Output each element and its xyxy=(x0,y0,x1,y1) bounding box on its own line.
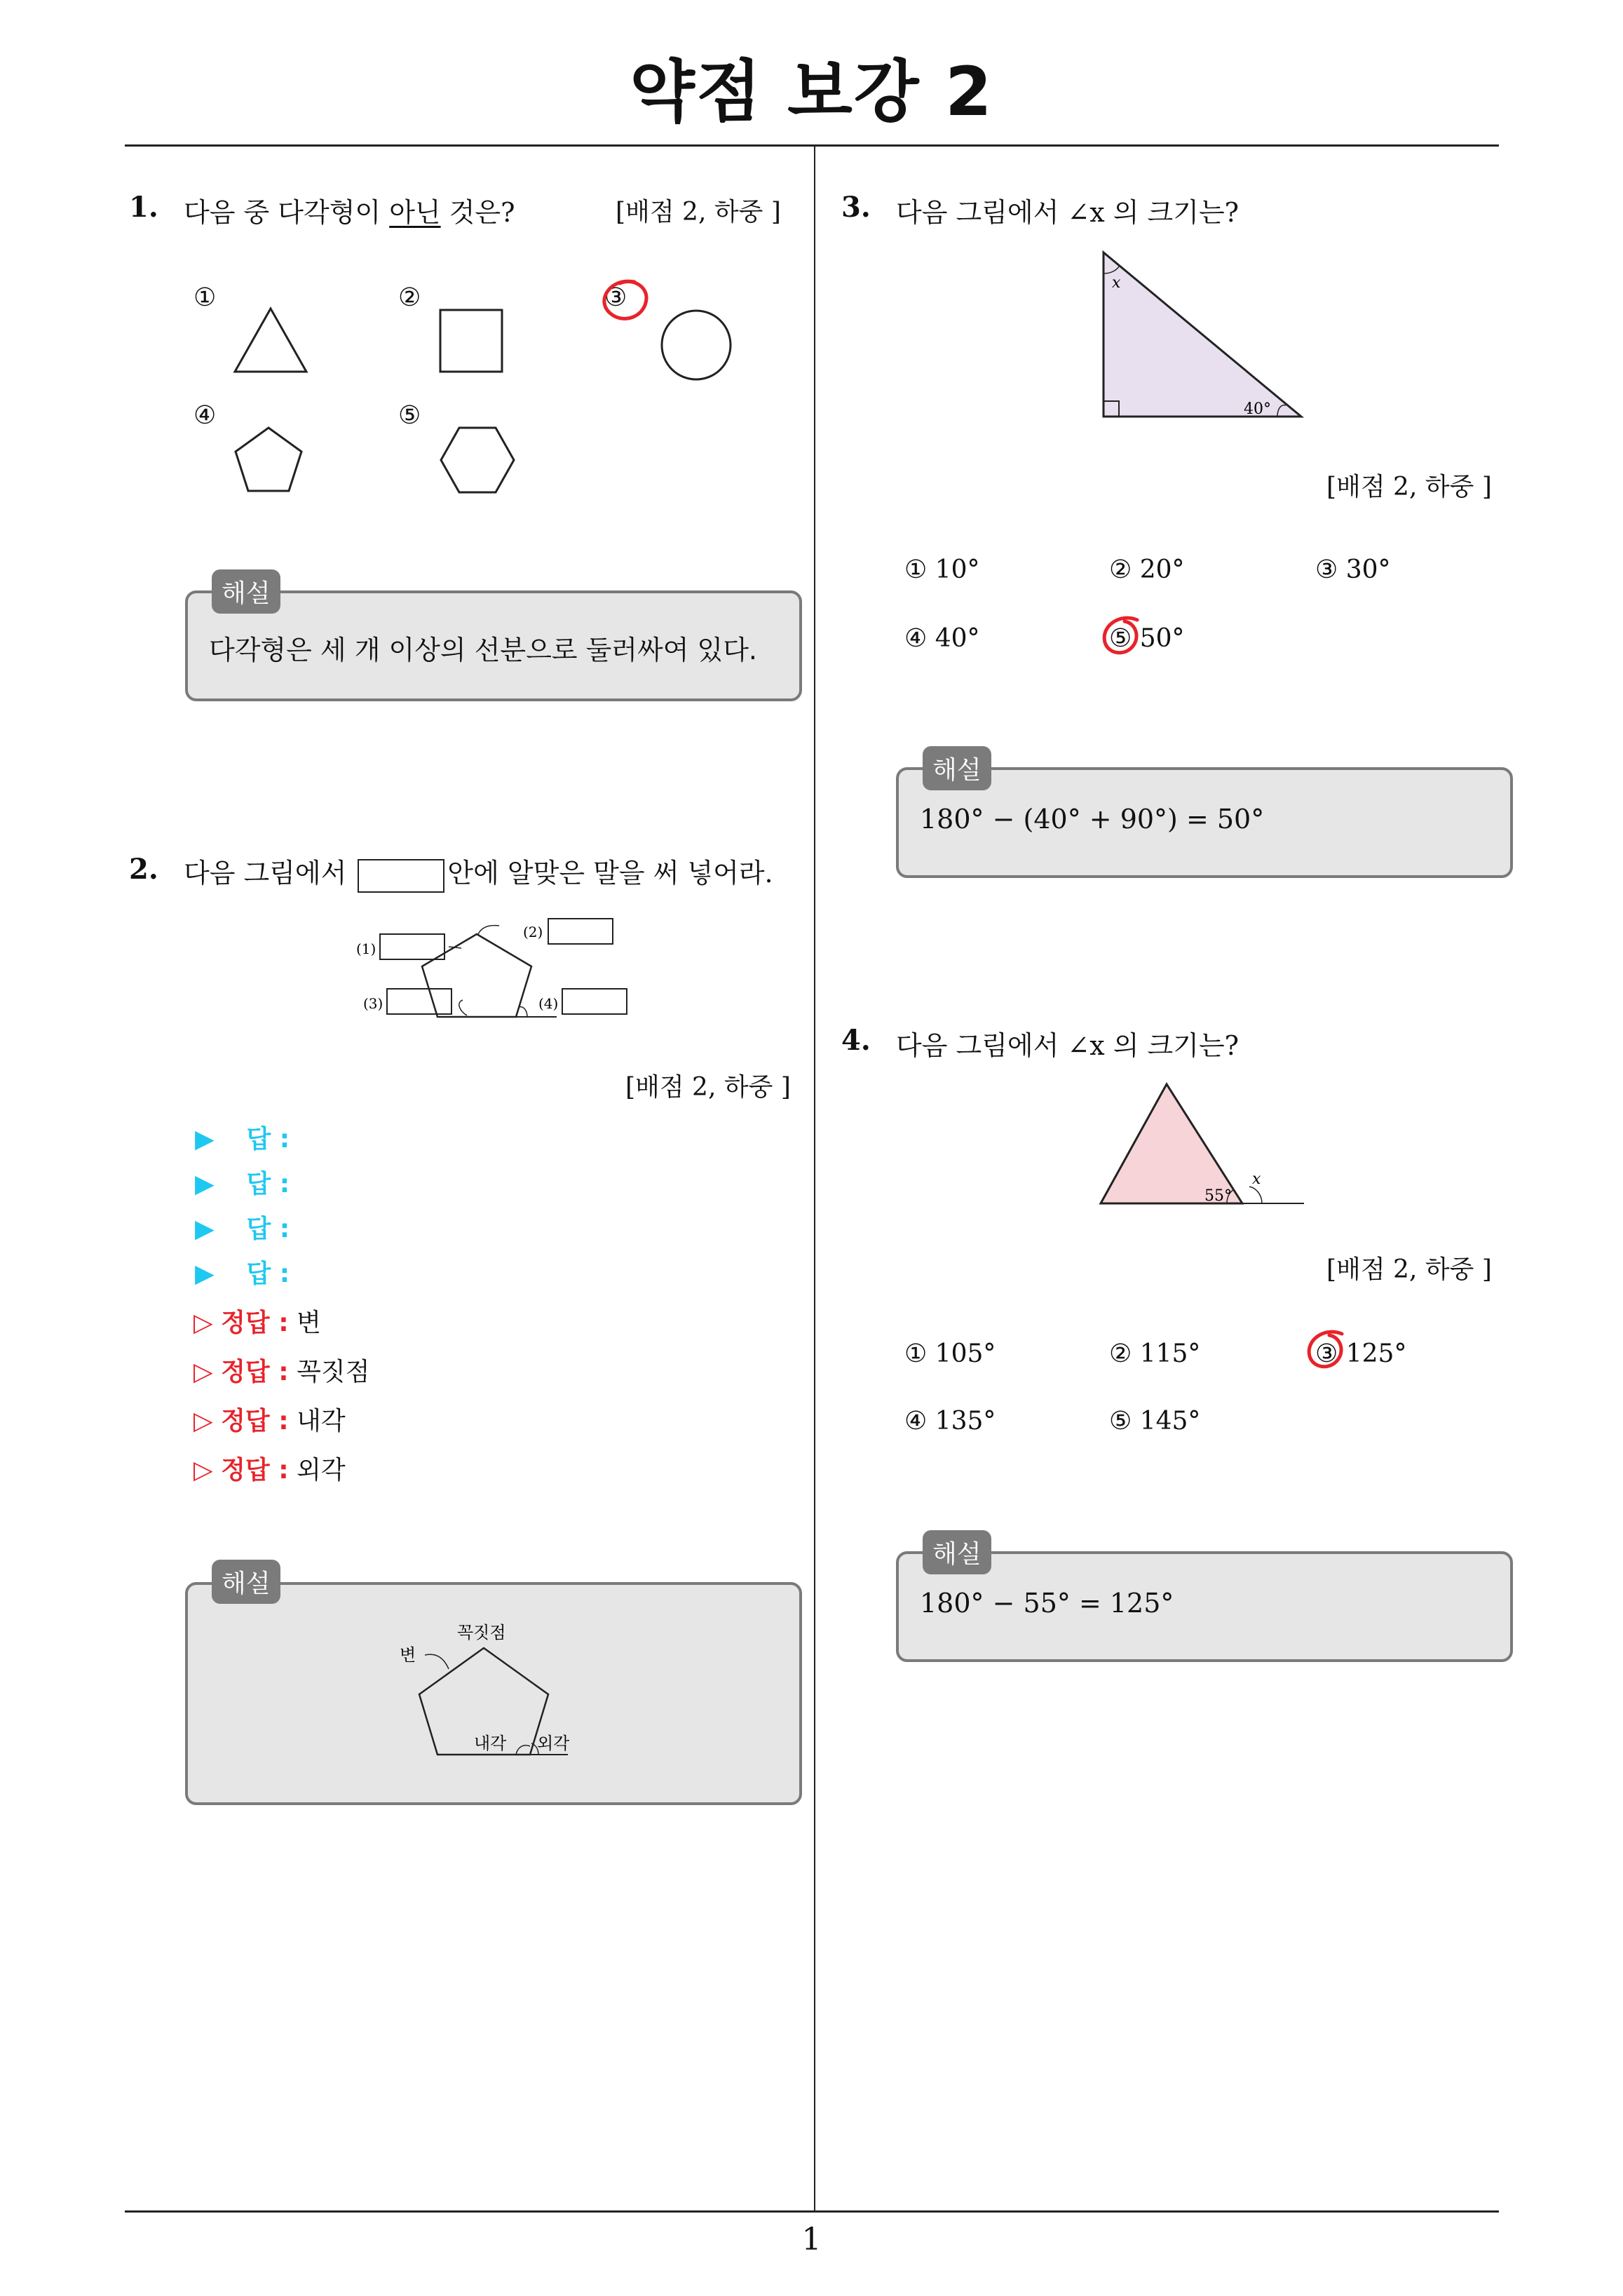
question-number: 3. xyxy=(841,191,871,224)
page-number: 1 xyxy=(801,2222,822,2257)
answer-label: 답 : xyxy=(246,1170,290,1198)
choice-number: ③ xyxy=(1315,1339,1338,1368)
angle-label: 55° xyxy=(1204,1187,1232,1205)
hint-text: 다각형은 세 개 이상의 선분으로 둘러싸여 있다. xyxy=(209,635,758,666)
correct-answer: 꼭짓점 xyxy=(297,1358,370,1386)
choice-4[interactable]: ④ 135° xyxy=(904,1407,996,1436)
answer-label: 답 : xyxy=(246,1215,290,1243)
choice-1[interactable]: ① 10° xyxy=(904,555,980,584)
hint-text: 180° − (40° + 90°) = 50° xyxy=(920,804,1265,835)
choice-value: 50° xyxy=(1139,624,1185,653)
choice-2-label[interactable]: ② xyxy=(398,283,421,312)
correct-row-1 xyxy=(193,1303,321,1339)
correct-row-3 xyxy=(193,1401,346,1437)
figure-label-3: (3) xyxy=(363,995,383,1012)
footer-rule xyxy=(125,2210,1499,2213)
hint-tag: 해설 xyxy=(923,746,991,790)
question-text-emphasis: 아닌 xyxy=(389,197,441,228)
correct-label: 정답 : xyxy=(221,1309,289,1337)
hint-tag: 해설 xyxy=(923,1530,991,1574)
figure-label-1: (1) xyxy=(356,940,376,957)
x-label: x xyxy=(1252,1170,1261,1188)
answer-mark-icon xyxy=(1094,610,1150,666)
blank-box-2 xyxy=(548,919,613,944)
blank-box xyxy=(358,859,444,893)
answer-mark-icon xyxy=(604,281,646,318)
correct-arrow-icon: ▷ xyxy=(193,1456,213,1485)
choice-3-label[interactable]: ③ xyxy=(604,283,627,312)
choice-5-label[interactable]: ⑤ xyxy=(398,401,421,430)
blank-box-4 xyxy=(562,989,627,1014)
interior-label: 내각 xyxy=(474,1734,507,1753)
answer-mark-icon xyxy=(1298,1324,1354,1380)
figure-label-4: (4) xyxy=(538,995,559,1012)
question-text-part: 안에 알맞은 말을 써 넣어라. xyxy=(447,858,773,889)
question-text: 다음 그림에서 ∠x 의 크기는? xyxy=(896,197,1240,228)
x-label: x xyxy=(1112,274,1121,292)
pentagon-shape xyxy=(422,934,531,1017)
correct-label: 정답 : xyxy=(221,1407,289,1436)
side-label: 변 xyxy=(400,1645,416,1665)
exterior-label: 외각 xyxy=(537,1734,570,1753)
correct-arrow-icon: ▷ xyxy=(193,1309,213,1337)
choice-value: 125° xyxy=(1345,1339,1407,1368)
answer-label: 답 : xyxy=(246,1125,290,1154)
column-divider xyxy=(814,146,815,2212)
q1-shapes xyxy=(0,0,813,519)
score-meta: [배점 2, 하중 ] xyxy=(1326,1255,1492,1284)
question-number: 4. xyxy=(841,1024,871,1057)
hint-tag: 해설 xyxy=(212,569,280,614)
page-title: 약점 보강 2 xyxy=(630,53,993,131)
q3-triangle-figure xyxy=(1094,245,1318,428)
hint-pentagon-figure xyxy=(393,1613,596,1774)
answer-row-2[interactable] xyxy=(195,1164,290,1200)
question-text-part: 것은? xyxy=(440,197,515,228)
correct-arrow-icon: ▷ xyxy=(193,1358,213,1386)
triangle-shape xyxy=(235,309,306,372)
choice-3[interactable]: ③ 30° xyxy=(1315,555,1391,584)
score-meta: [배점 2, 하중 ] xyxy=(616,198,781,227)
question-text: 다음 그림에서 ∠x 의 크기는? xyxy=(896,1030,1240,1061)
choice-2[interactable]: ② 20° xyxy=(1109,555,1185,584)
circle-shape xyxy=(662,311,731,379)
hint-text: 180° − 55° = 125° xyxy=(920,1588,1174,1619)
score-meta: [배점 2, 하중 ] xyxy=(1326,473,1492,501)
answer-arrow-icon: ▶ xyxy=(195,1170,215,1198)
blank-box-1 xyxy=(380,934,444,959)
answer-row-1[interactable] xyxy=(195,1119,290,1155)
figure-label-2: (2) xyxy=(523,924,543,940)
correct-answer: 외각 xyxy=(297,1456,346,1485)
question-text xyxy=(184,851,773,893)
angle-label: 40° xyxy=(1244,400,1271,418)
choice-2[interactable]: ② 115° xyxy=(1109,1339,1201,1368)
pentagon-shape xyxy=(236,428,301,491)
correct-answer: 내각 xyxy=(297,1407,346,1436)
answer-label: 답 : xyxy=(246,1260,290,1288)
answer-arrow-icon: ▶ xyxy=(195,1125,215,1154)
answer-row-4[interactable] xyxy=(195,1254,290,1290)
answer-arrow-icon: ▶ xyxy=(195,1215,215,1243)
choice-1[interactable]: ① 105° xyxy=(904,1339,996,1368)
choice-4-label[interactable]: ④ xyxy=(193,401,217,430)
correct-answer: 변 xyxy=(297,1309,321,1337)
choice-number: ⑤ xyxy=(1109,624,1132,653)
score-meta: [배점 2, 하중 ] xyxy=(625,1073,791,1102)
correct-row-4 xyxy=(193,1450,346,1486)
question-number: 2. xyxy=(129,853,158,886)
hint-tag: 해설 xyxy=(212,1560,280,1604)
question-text-part: 다음 중 다각형이 xyxy=(184,197,390,228)
answer-row-3[interactable] xyxy=(195,1209,290,1245)
answer-arrow-icon: ▶ xyxy=(195,1260,215,1288)
right-triangle-shape xyxy=(1103,252,1301,417)
choice-4[interactable]: ④ 40° xyxy=(904,624,980,653)
hexagon-shape xyxy=(441,428,514,492)
square-shape xyxy=(440,310,502,372)
blank-box-3 xyxy=(387,989,451,1014)
q2-pentagon-figure xyxy=(344,905,645,1031)
triangle-shape xyxy=(1101,1084,1242,1203)
correct-arrow-icon: ▷ xyxy=(193,1407,213,1436)
question-text-part: 다음 그림에서 xyxy=(184,858,355,889)
vertex-label: 꼭짓점 xyxy=(457,1623,506,1642)
correct-label: 정답 : xyxy=(221,1456,289,1485)
correct-label: 정답 : xyxy=(221,1358,289,1386)
choice-1-label[interactable]: ① xyxy=(193,283,217,312)
choice-5[interactable]: ⑤ 145° xyxy=(1109,1407,1201,1436)
q4-triangle-figure xyxy=(1094,1073,1318,1213)
question-number: 1. xyxy=(129,191,158,224)
correct-row-2 xyxy=(193,1352,369,1388)
